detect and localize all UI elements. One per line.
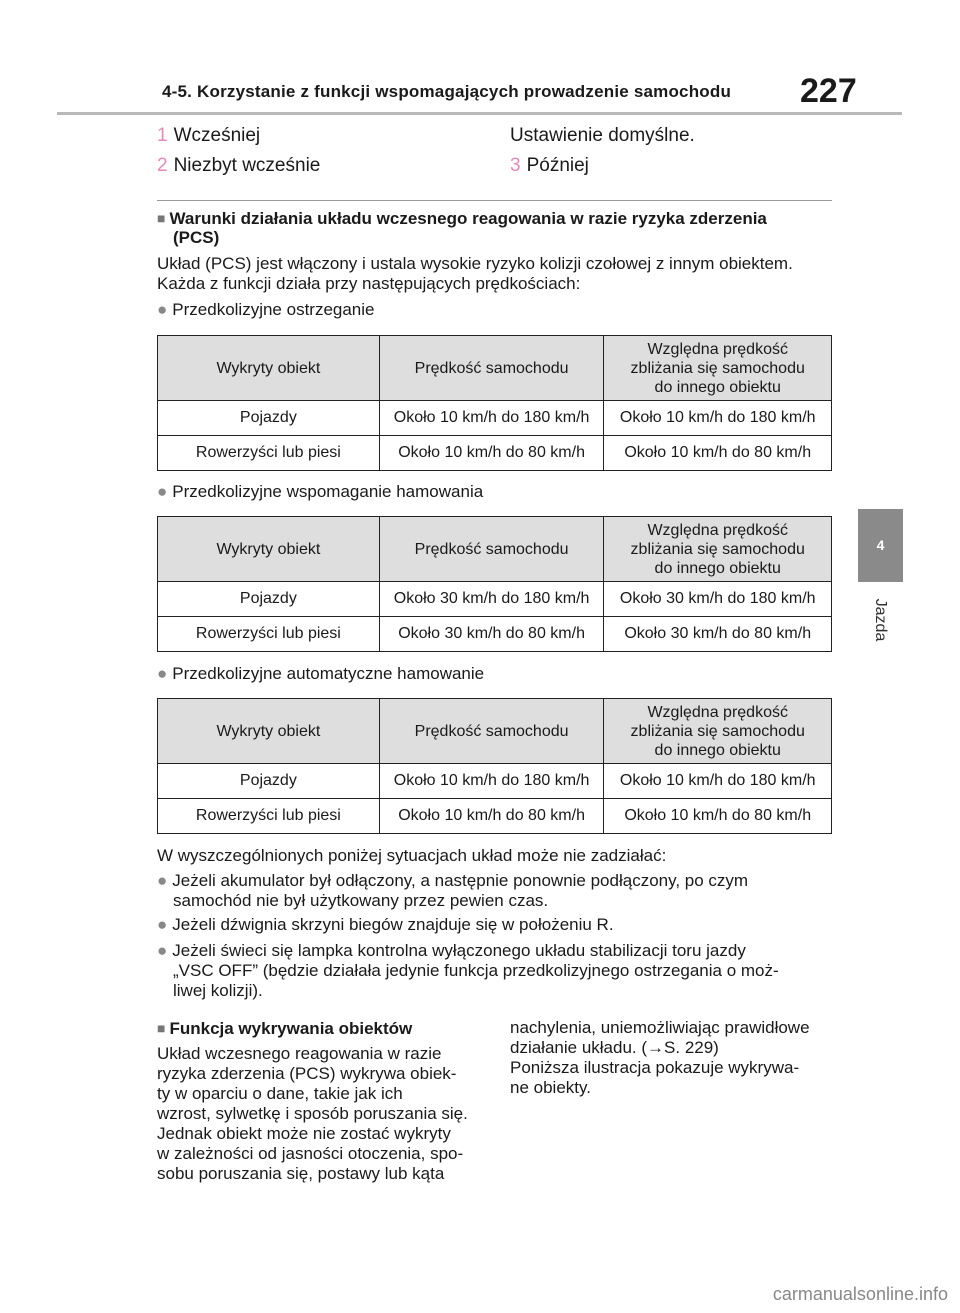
- round-bullet-icon: ●: [157, 941, 168, 960]
- conditions-heading-line2: (PCS): [173, 228, 220, 247]
- table-row: [158, 764, 832, 799]
- column-header: Wykryty obiekt: [158, 517, 380, 582]
- round-bullet-icon: ●: [157, 300, 168, 319]
- column-header: [604, 699, 832, 764]
- round-bullet-icon: ●: [157, 664, 168, 683]
- table-caption: [157, 300, 375, 320]
- setting-number: 2: [157, 155, 168, 176]
- exception-text: Jeżeli świeci się lampka kontrolna wyłączonego układu stabilizacji toru jazdy: [172, 941, 746, 960]
- section-divider: [157, 200, 832, 201]
- chapter-label-text: Jazda: [872, 598, 889, 642]
- column-header: Prędkość samochodu: [379, 336, 604, 401]
- detection-heading-text: Funkcja wykrywania obiektów: [169, 1019, 413, 1038]
- square-bullet-icon: ■: [157, 1020, 166, 1036]
- table-cell: Około 10 km/h do 180 km/h: [604, 764, 832, 799]
- exceptions-intro: W wyszczególnionych poniżej sytuacjach układ może nie zadziałać:: [157, 846, 667, 865]
- table-cell: Około 10 km/h do 80 km/h: [604, 799, 832, 834]
- page-number: 227: [800, 72, 857, 110]
- header-line: do innego obiektu: [654, 378, 781, 396]
- header-line: Względna prędkość: [647, 521, 788, 539]
- detection-line: w zależności od jasności otoczenia, spo-: [157, 1144, 464, 1163]
- column-header: Wykryty obiekt: [158, 699, 380, 764]
- table-cell: Około 10 km/h do 180 km/h: [379, 401, 604, 436]
- round-bullet-icon: ●: [157, 482, 168, 501]
- table-caption-text: Przedkolizyjne ostrzeganie: [172, 300, 375, 319]
- table-cell: Około 30 km/h do 80 km/h: [379, 617, 604, 652]
- table-row: [158, 799, 832, 834]
- column-header: [604, 517, 832, 582]
- column-header: Prędkość samochodu: [379, 699, 604, 764]
- detection-line: Poniższa ilustracja pokazuje wykrywa-: [510, 1058, 800, 1077]
- exception-text-cont: liwej kolizji).: [173, 981, 263, 1000]
- table-cell: Rowerzyści lub piesi: [158, 617, 380, 652]
- header-line: Względna prędkość: [647, 340, 788, 358]
- exception-item: [157, 915, 614, 935]
- speed-table-auto-brake: [157, 698, 832, 834]
- setting-number: 3: [510, 155, 521, 176]
- detection-line: ryzyka zderzenia (PCS) wykrywa obiek-: [157, 1064, 457, 1083]
- exception-text: Jeżeli akumulator był odłączony, a następnie ponownie podłączony, po czym: [172, 871, 749, 890]
- table-row: [158, 617, 832, 652]
- table-cell: Około 10 km/h do 80 km/h: [379, 799, 604, 834]
- setting-item-3: [510, 155, 589, 177]
- table-cell: Rowerzyści lub piesi: [158, 436, 380, 471]
- table-cell: Około 30 km/h do 80 km/h: [604, 617, 832, 652]
- column-header: Wykryty obiekt: [158, 336, 380, 401]
- header-line: do innego obiektu: [654, 559, 781, 577]
- conditions-heading: [157, 208, 767, 229]
- detection-line: ty w oparciu o dane, takie jak ich: [157, 1084, 403, 1103]
- header-line: zbliżania się samochodu: [630, 359, 805, 377]
- round-bullet-icon: ●: [157, 915, 168, 934]
- table-caption: [157, 482, 483, 502]
- speed-table-brake-assist: [157, 516, 832, 652]
- table-caption: [157, 664, 484, 684]
- detection-heading: [157, 1018, 412, 1039]
- table-cell: Pojazdy: [158, 582, 380, 617]
- table-cell: Około 10 km/h do 80 km/h: [604, 436, 832, 471]
- chapter-label: [860, 590, 900, 650]
- chapter-tab[interactable]: 4: [858, 509, 903, 582]
- setting-default: [510, 125, 695, 147]
- setting-number: 1: [157, 125, 168, 146]
- exception-text-cont: „VSC OFF” (będzie działała jedynie funkcja przedkolizyjnego ostrzegania o moż-: [173, 961, 779, 980]
- detection-line: Układ wczesnego reagowania w razie: [157, 1044, 442, 1063]
- setting-label: Później: [526, 155, 589, 176]
- table-row: [158, 582, 832, 617]
- setting-item-2: [157, 155, 320, 177]
- conditions-intro-line2: Każda z funkcji działa przy następujących prędkościach:: [157, 274, 581, 293]
- table-cell: Około 30 km/h do 180 km/h: [379, 582, 604, 617]
- table-cell: Pojazdy: [158, 401, 380, 436]
- conditions-intro-line1: Układ (PCS) jest włączony i ustala wysokie ryzyko kolizji czołowej z innym obiektem.: [157, 254, 793, 273]
- conditions-heading-line1: Warunki działania układu wczesnego reagowania w razie ryzyka zderzenia: [169, 209, 767, 228]
- table-caption-text: Przedkolizyjne automatyczne hamowanie: [172, 664, 485, 683]
- speed-table-warning: [157, 335, 832, 471]
- detection-line: ne obiekty.: [510, 1078, 591, 1097]
- table-cell: Pojazdy: [158, 764, 380, 799]
- header-line: zbliżania się samochodu: [630, 722, 805, 740]
- table-cell: Około 10 km/h do 180 km/h: [604, 401, 832, 436]
- square-bullet-icon: ■: [157, 210, 166, 226]
- header-line: do innego obiektu: [654, 741, 781, 759]
- detection-line: nachylenia, uniemożliwiając prawidłowe: [510, 1018, 810, 1037]
- setting-item-1: [157, 125, 260, 147]
- header-line: Względna prędkość: [647, 703, 788, 721]
- detection-line: sobu poruszania się, postawy lub kąta: [157, 1164, 445, 1183]
- table-caption-text: Przedkolizyjne wspomaganie hamowania: [172, 482, 484, 501]
- detection-line: Jednak obiekt może nie zostać wykryty: [157, 1124, 451, 1143]
- setting-label: Wcześniej: [173, 125, 261, 146]
- table-cell: Około 10 km/h do 180 km/h: [379, 764, 604, 799]
- exception-text-cont: samochód nie był użytkowany przez pewien czas.: [173, 891, 549, 910]
- header-divider: [57, 112, 902, 115]
- header-line: zbliżania się samochodu: [630, 540, 805, 558]
- round-bullet-icon: ●: [157, 871, 168, 890]
- detection-line-link[interactable]: działanie układu. (→S. 229): [510, 1038, 719, 1057]
- table-cell: Około 10 km/h do 80 km/h: [379, 436, 604, 471]
- section-title: 4-5. Korzystanie z funkcji wspomagających prowadzenie samochodu: [162, 82, 732, 101]
- exception-item: [157, 871, 748, 891]
- table-row: [158, 436, 832, 471]
- table-cell: Około 30 km/h do 180 km/h: [604, 582, 832, 617]
- column-header: Prędkość samochodu: [379, 517, 604, 582]
- column-header: [604, 336, 832, 401]
- detection-line: wzrost, sylwetkę i sposób poruszania się.: [157, 1104, 468, 1123]
- exception-text: Jeżeli dźwignia skrzyni biegów znajduje się w położeniu R.: [172, 915, 614, 934]
- setting-label: Niezbyt wcześnie: [173, 155, 321, 176]
- table-row: [158, 401, 832, 436]
- exception-item: [157, 941, 746, 961]
- setting-label: Ustawienie domyślne.: [510, 125, 695, 146]
- table-cell: Rowerzyści lub piesi: [158, 799, 380, 834]
- watermark: carmanualsonline.info: [772, 1284, 948, 1304]
